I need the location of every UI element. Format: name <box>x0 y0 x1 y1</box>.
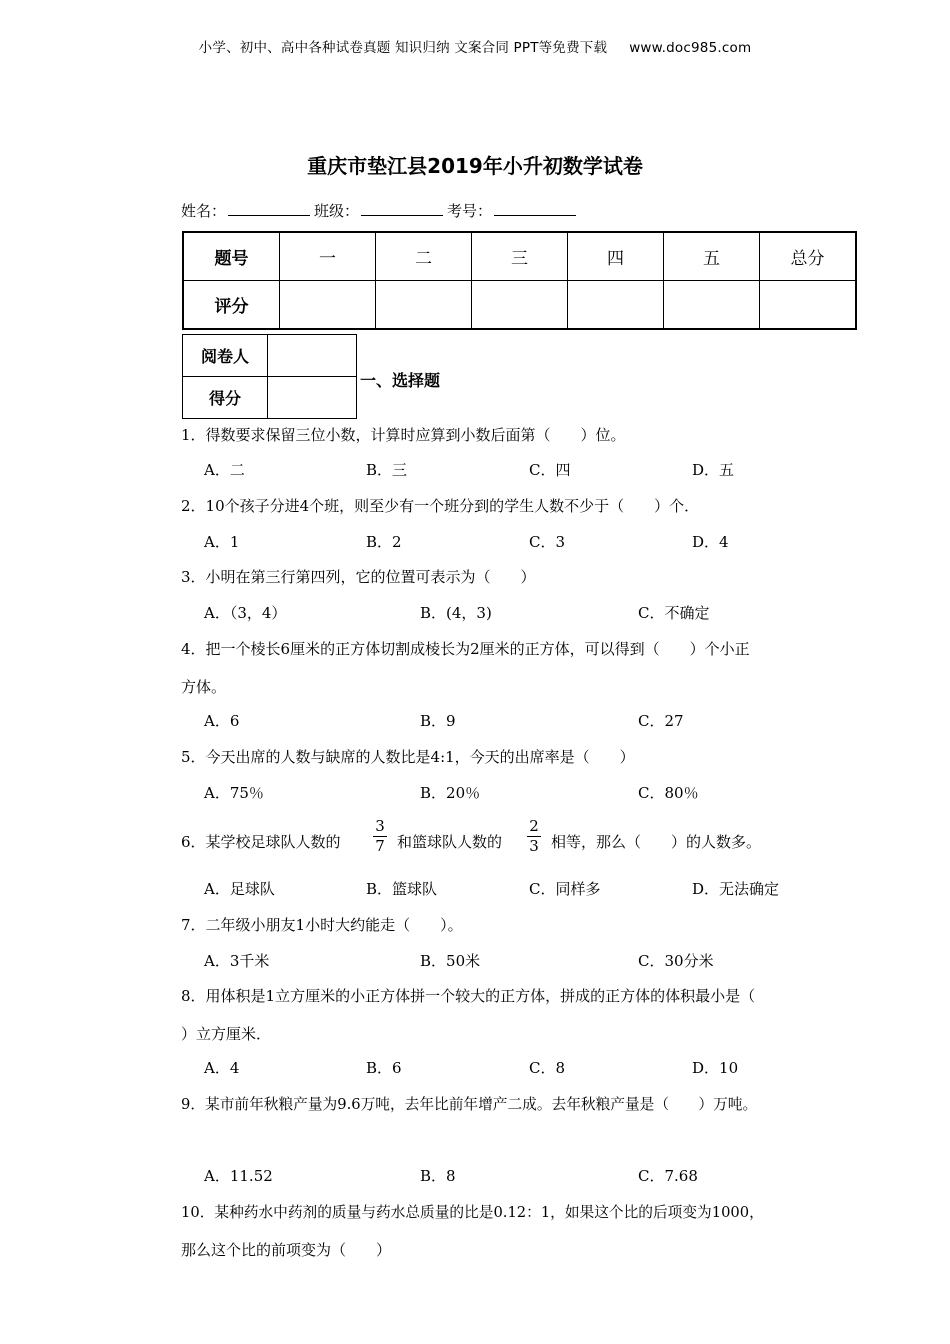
question-8-line-2: ）立方厘米． <box>181 1025 272 1043</box>
score-header-cell: 三 <box>472 232 568 281</box>
reviewer-table <box>182 334 357 419</box>
option[interactable]: B．8 <box>420 1167 456 1185</box>
question-4-line-1: 4．把一个棱长6厘米的正方体切割成棱长为2厘米的正方体，可以得到（ ）个小正 <box>181 640 750 658</box>
option[interactable]: A．4 <box>204 1059 240 1077</box>
question-2: 2．10个孩子分进4个班，则至少有一个班分到的学生人数不少于（ ）个． <box>181 497 700 515</box>
score-header-cell: 一 <box>280 232 376 281</box>
question-7: 7．二年级小朋友1小时大约能走（ ）。 <box>181 916 463 934</box>
option[interactable]: C．27 <box>638 712 684 730</box>
score-cell[interactable] <box>664 281 760 330</box>
option[interactable]: D．无法确定 <box>692 880 780 898</box>
option[interactable]: B．篮球队 <box>366 880 438 898</box>
fraction-numerator: 3 <box>375 817 385 835</box>
option[interactable]: C．80％ <box>638 784 699 802</box>
reviewer-score-cell[interactable] <box>268 377 357 419</box>
option[interactable]: B．三 <box>366 461 408 479</box>
score-table <box>182 231 857 330</box>
page-header <box>0 36 950 56</box>
option[interactable]: B．50米 <box>420 952 481 970</box>
option[interactable]: A．（3，4） <box>204 604 287 622</box>
question-6-part-2: 和篮球队人数的 <box>397 833 503 851</box>
score-cell[interactable] <box>376 281 472 330</box>
option[interactable]: D．10 <box>692 1059 739 1077</box>
question-3: 3．小明在第三行第四列，它的位置可表示为（ ） <box>181 568 536 586</box>
score-table-header-row <box>183 232 856 281</box>
option[interactable]: A．足球队 <box>204 880 275 898</box>
question-1: 1．得数要求保留三位小数，计算时应算到小数后面第（ ）位。 <box>181 426 626 444</box>
option[interactable]: C．3 <box>529 533 566 551</box>
reviewer-score-label: 得分 <box>183 377 268 419</box>
option[interactable]: A．75％ <box>204 784 264 802</box>
question-10-line-1: 10．某种药水中药剂的质量与药水总质量的比是0.12：1，如果这个比的后项变为1000， <box>181 1204 764 1221</box>
option[interactable]: A．6 <box>204 712 240 730</box>
option[interactable]: C．不确定 <box>638 604 710 622</box>
score-cell[interactable] <box>568 281 664 330</box>
exam-no-blank[interactable] <box>494 201 576 216</box>
option[interactable]: B．9 <box>420 712 456 730</box>
option[interactable]: D．五 <box>692 461 735 479</box>
option[interactable]: C．同样多 <box>529 880 601 898</box>
option[interactable]: C．7.68 <box>638 1167 698 1185</box>
section-title: 一、选择题 <box>360 371 441 390</box>
option[interactable]: B．6 <box>366 1059 402 1077</box>
option[interactable]: B．20％ <box>420 784 481 802</box>
question-8-line-1: 8．用体积是1立方厘米的小正方体拼一个较大的正方体，拼成的正方体的体积最小是（ <box>181 987 756 1005</box>
score-table-score-row <box>183 281 856 330</box>
exam-title: 重庆市垫江县2019年小升初数学试卷 <box>307 154 643 178</box>
header-website[interactable]: www.doc985.com <box>629 40 752 56</box>
header-text: 小学、初中、高中各种试卷真题 知识归纳 文案合同 PPT等免费下载 <box>198 40 608 56</box>
question-6-part-1: 6．某学校足球队人数的 <box>181 833 341 851</box>
name-blank[interactable] <box>228 201 310 216</box>
fraction-denominator: 3 <box>529 837 539 855</box>
question-4-line-2: 方体。 <box>181 678 227 696</box>
option[interactable]: A．二 <box>204 461 245 479</box>
fraction-3-7 <box>373 818 387 855</box>
score-row-label: 评分 <box>183 281 280 330</box>
score-header-cell: 总分 <box>760 232 857 281</box>
fraction-denominator: 7 <box>375 837 385 855</box>
fraction-numerator: 2 <box>529 817 539 835</box>
score-cell[interactable] <box>760 281 857 330</box>
question-9: 9．某市前年秋粮产量为9.6万吨，去年比前年增产二成。去年秋粮产量是（ ）万吨。 <box>181 1096 758 1113</box>
question-5: 5．今天出席的人数与缺席的人数比是4:1，今天的出席率是（ ） <box>181 748 635 766</box>
option[interactable]: D．4 <box>692 533 729 551</box>
option[interactable]: A．11.52 <box>204 1167 273 1185</box>
option[interactable]: B．(4，3) <box>420 604 492 622</box>
option[interactable]: A．3千米 <box>204 952 270 970</box>
name-label: 姓名： <box>181 202 227 220</box>
class-label: 班级： <box>314 202 360 220</box>
option[interactable]: B．2 <box>366 533 402 551</box>
reviewer-cell[interactable] <box>268 335 357 377</box>
option[interactable]: C．四 <box>529 461 571 479</box>
score-header-cell: 四 <box>568 232 664 281</box>
question-10-line-2: 那么这个比的前项变为（ ） <box>181 1241 392 1259</box>
exam-no-label: 考号： <box>447 202 493 220</box>
score-cell[interactable] <box>472 281 568 330</box>
score-header-cell: 五 <box>664 232 760 281</box>
score-header-cell: 题号 <box>183 232 280 281</box>
student-info-line <box>181 200 580 221</box>
option[interactable]: C．30分米 <box>638 952 714 970</box>
score-cell[interactable] <box>280 281 376 330</box>
option[interactable]: C．8 <box>529 1059 566 1077</box>
reviewer-label: 阅卷人 <box>183 335 268 377</box>
score-header-cell: 二 <box>376 232 472 281</box>
question-6-part-3: 相等，那么（ ）的人数多。 <box>551 833 762 851</box>
class-blank[interactable] <box>361 201 443 216</box>
option[interactable]: A．1 <box>204 533 240 551</box>
fraction-2-3 <box>527 818 541 855</box>
